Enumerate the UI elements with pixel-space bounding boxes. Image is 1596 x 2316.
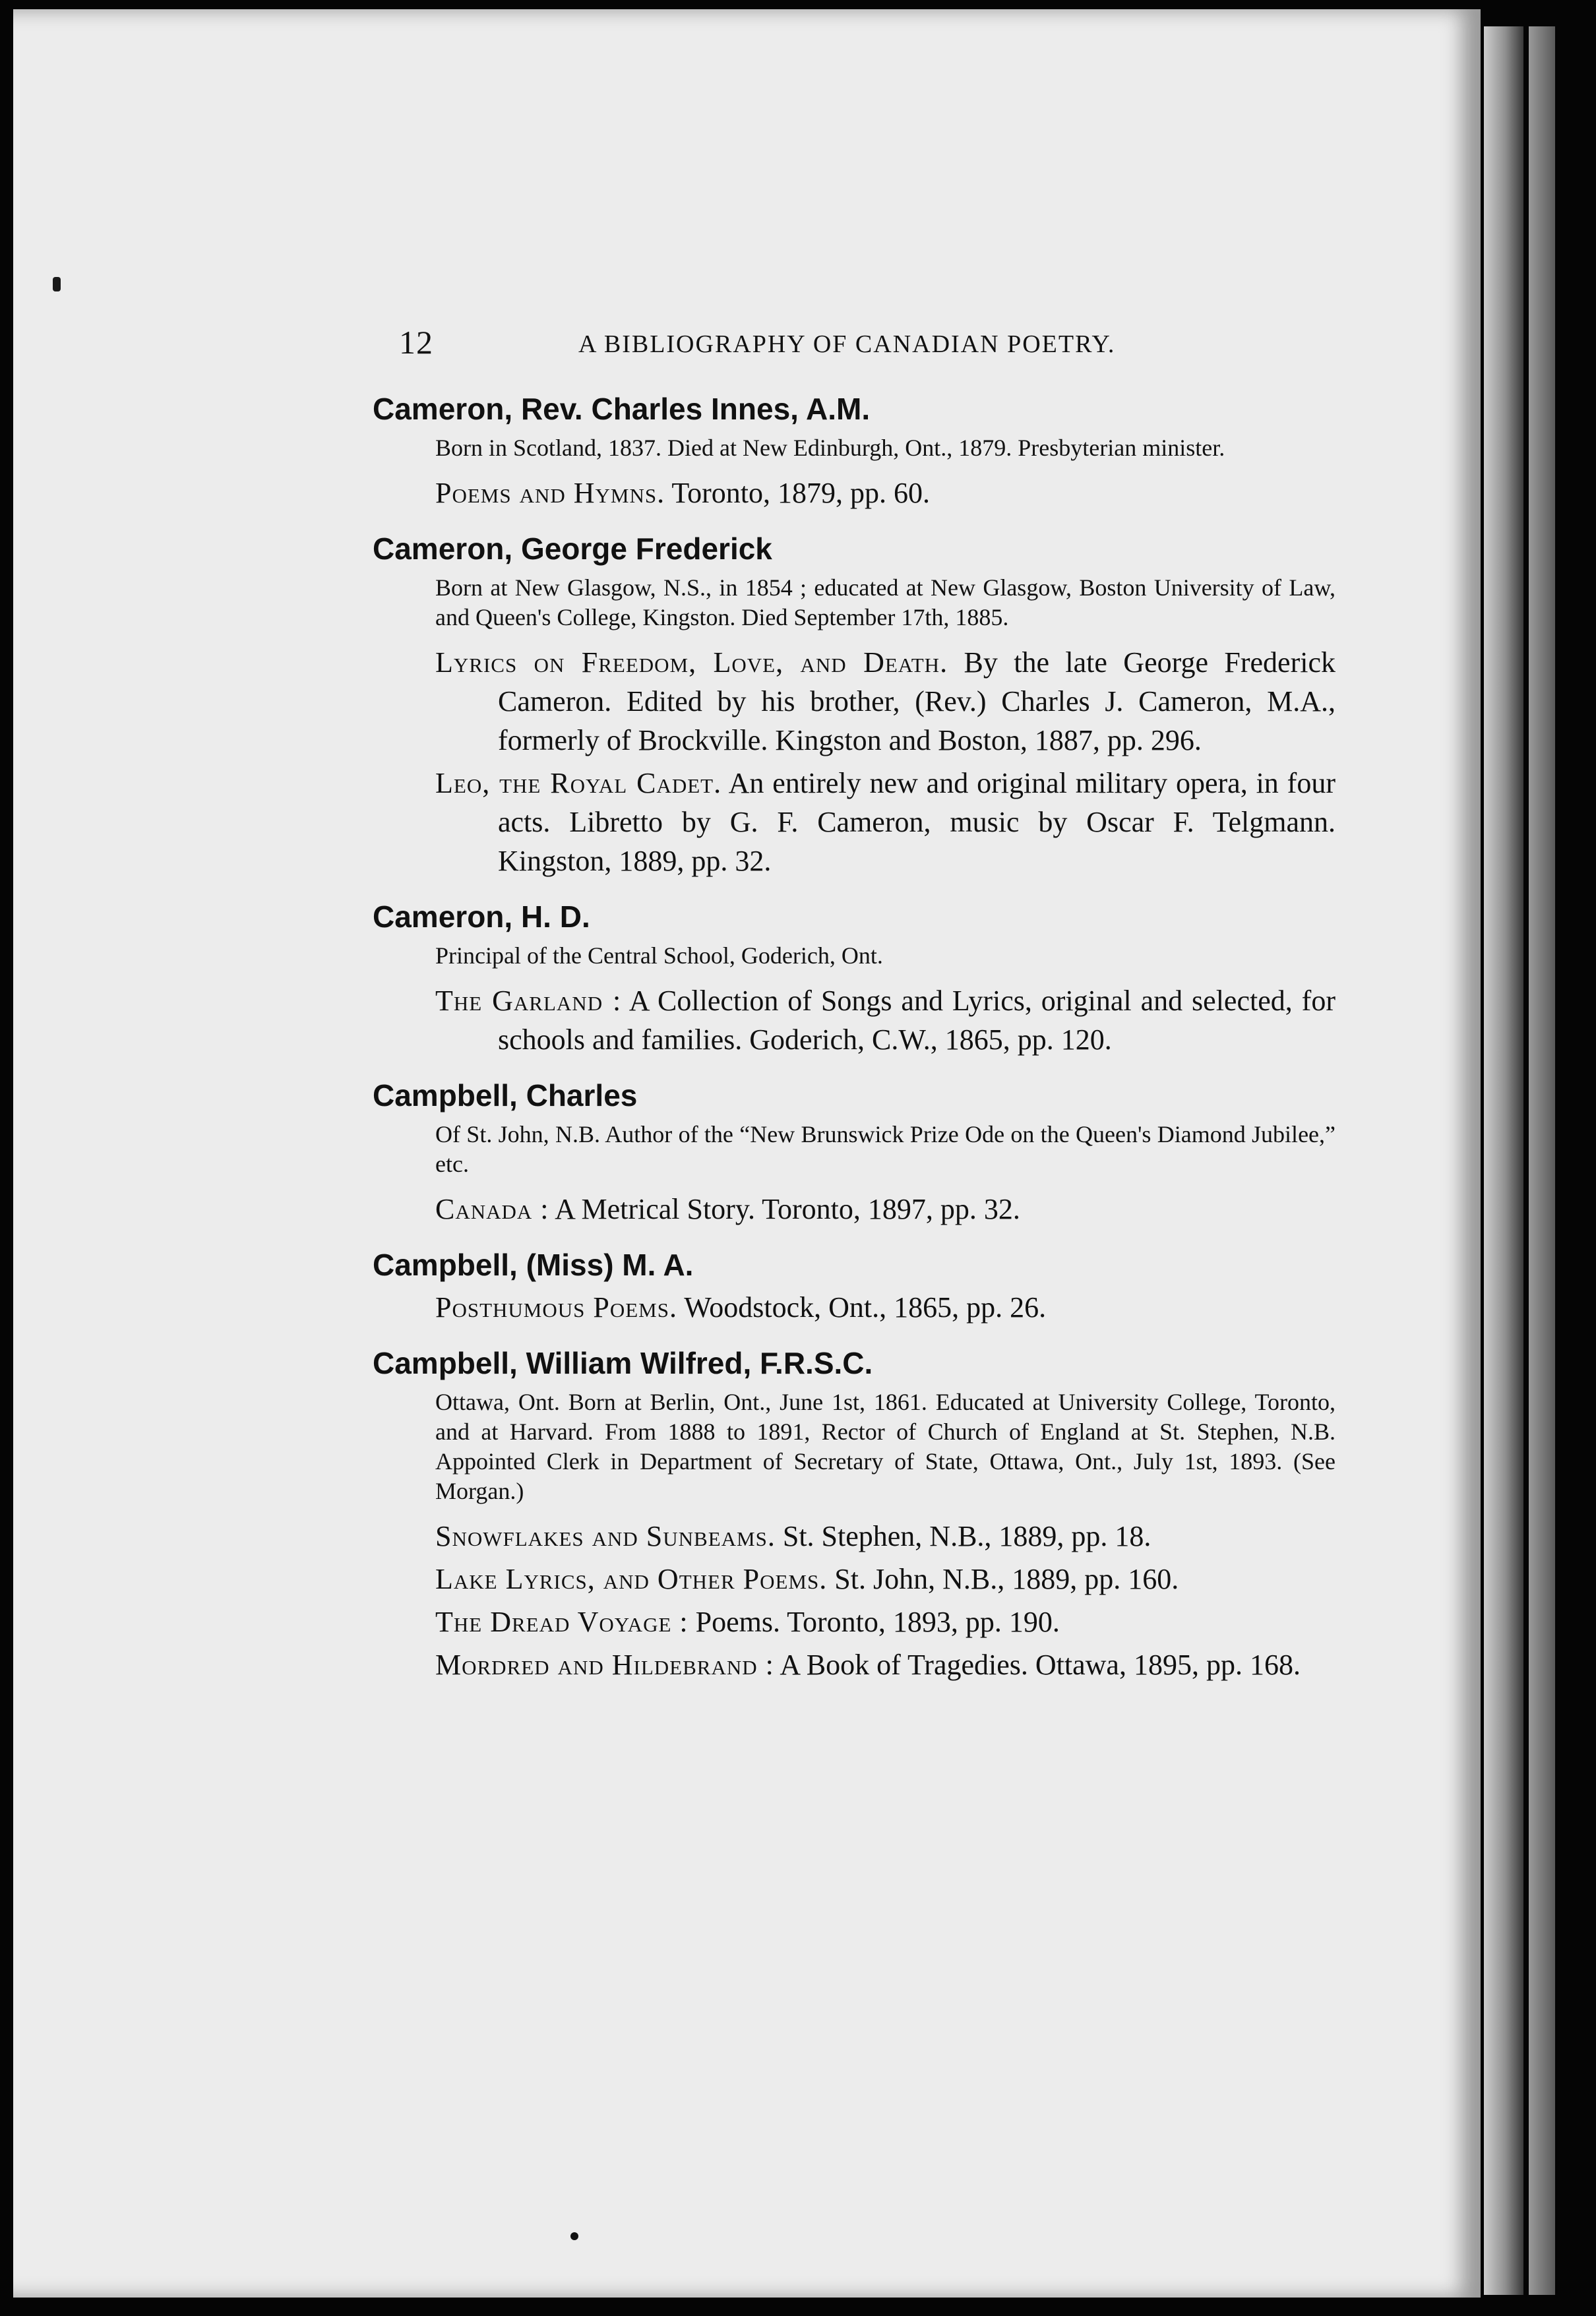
work-details: St. John, N.B., 1889, pp. 160. bbox=[834, 1563, 1179, 1595]
work-title: Leo, the Royal Cadet. bbox=[435, 767, 722, 799]
scan-speck bbox=[53, 277, 61, 291]
entry-cameron-george-frederick bbox=[373, 526, 1335, 880]
author-heading: Campbell, (Miss) M. A. bbox=[373, 1248, 694, 1282]
author-bio: Principal of the Central School, Goderich, Ont. bbox=[435, 942, 883, 969]
work-item bbox=[435, 981, 1335, 1059]
page-header bbox=[399, 323, 1335, 363]
entry-campbell-m-a bbox=[373, 1242, 1335, 1327]
page-mark-dot bbox=[570, 2232, 578, 2240]
work-item bbox=[435, 1645, 1335, 1684]
work-details: A Collection of Songs and Lyrics, original and selected, for schools and families. Goderich, C.W., 1865, pp. 120. bbox=[498, 985, 1335, 1056]
work-item bbox=[435, 1517, 1335, 1556]
author-bio: Of St. John, N.B. Author of the “New Brunswick Prize Ode on the Queen's Diamond Jubilee,” etc. bbox=[435, 1121, 1335, 1177]
entry-cameron-h-d bbox=[373, 894, 1335, 1059]
work-item bbox=[435, 1288, 1335, 1327]
work-item bbox=[435, 643, 1335, 760]
work-title: The Garland : bbox=[435, 985, 622, 1017]
entry-campbell-william-wilfred bbox=[373, 1340, 1335, 1684]
work-title: Lake Lyrics, and Other Poems. bbox=[435, 1563, 828, 1595]
work-title: Snowflakes and Sunbeams. bbox=[435, 1520, 776, 1552]
work-details: A Book of Tragedies. Ottawa, 1895, pp. 168. bbox=[780, 1649, 1301, 1681]
work-title: Lyrics on Freedom, Love, and Death. bbox=[435, 646, 948, 679]
work-item bbox=[435, 1602, 1335, 1641]
work-title: The Dread Voyage : bbox=[435, 1606, 689, 1638]
work-item bbox=[435, 1560, 1335, 1599]
work-title: Posthumous Poems. bbox=[435, 1291, 677, 1324]
work-details: A Metrical Story. Toronto, 1897, pp. 32. bbox=[555, 1193, 1020, 1225]
work-item bbox=[435, 1190, 1335, 1229]
work-item bbox=[435, 764, 1335, 880]
work-details: An entirely new and original military opera, in four acts. Libretto by G. F. Cameron, music by Oscar F. Telgmann. Kingston, 1889, pp. 32. bbox=[498, 767, 1335, 877]
page-number: 12 bbox=[399, 324, 433, 361]
running-head: A BIBLIOGRAPHY OF CANADIAN POETRY. bbox=[578, 330, 1116, 358]
work-details: Woodstock, Ont., 1865, pp. 26. bbox=[684, 1291, 1047, 1324]
work-title: Mordred and Hildebrand : bbox=[435, 1649, 774, 1681]
author-heading: Campbell, William Wilfred, F.R.S.C. bbox=[373, 1346, 873, 1380]
author-heading: Cameron, H. D. bbox=[373, 899, 590, 934]
bibliography-entries bbox=[373, 386, 1335, 1697]
work-details: Poems. Toronto, 1893, pp. 190. bbox=[695, 1606, 1060, 1638]
entry-cameron-charles-innes bbox=[373, 386, 1335, 512]
author-heading: Cameron, George Frederick bbox=[373, 532, 772, 566]
work-details: Toronto, 1879, pp. 60. bbox=[671, 477, 931, 509]
author-heading: Campbell, Charles bbox=[373, 1078, 638, 1112]
work-details: St. Stephen, N.B., 1889, pp. 18. bbox=[782, 1520, 1151, 1552]
author-bio: Born at New Glasgow, N.S., in 1854 ; educated at New Glasgow, Boston University of Law, and Queen's College, Kingston. Died September 17th, 1885. bbox=[435, 574, 1335, 630]
author-bio: Ottawa, Ont. Born at Berlin, Ont., June 1st, 1861. Educated at University College, Toronto, and at Harvard. From 1888 to 1891, Rector of Church of England at St. Stephen, N.B. Appointed Clerk in Department of Secretary of State, Ottawa, Ont., July 1st, 1893. (See Morgan.) bbox=[435, 1389, 1335, 1504]
page-edge bbox=[1484, 26, 1523, 2295]
work-title: Canada : bbox=[435, 1193, 549, 1225]
work-item bbox=[435, 473, 1335, 512]
entry-campbell-charles bbox=[373, 1072, 1335, 1229]
page-edge-shadow bbox=[1529, 26, 1555, 2295]
work-details: By the late George Frederick Cameron. Edited by his brother, (Rev.) Charles J. Cameron, M.A., formerly of Brockville. Kingston and Boston, 1887, pp. 296. bbox=[498, 646, 1335, 756]
author-heading: Cameron, Rev. Charles Innes, A.M. bbox=[373, 392, 871, 426]
author-bio: Born in Scotland, 1837. Died at New Edinburgh, Ont., 1879. Presbyterian minister. bbox=[435, 435, 1225, 461]
work-title: Poems and Hymns. bbox=[435, 477, 665, 509]
